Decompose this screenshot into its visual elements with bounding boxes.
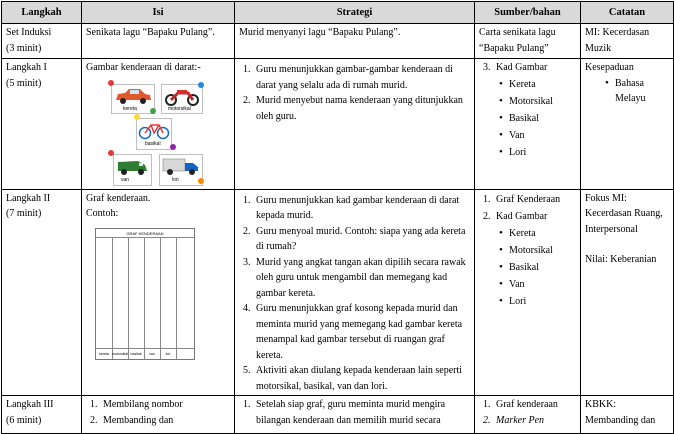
strategi-list (239, 193, 470, 395)
cell-langkah (2, 24, 82, 59)
balloon-icon (150, 108, 156, 114)
strategi-list (239, 62, 470, 124)
balloon-icon (198, 82, 204, 88)
langkah-time: (5 minit) (6, 77, 42, 89)
motorcycle-icon (162, 85, 202, 107)
list-item: 2. Kad Gambar (483, 210, 548, 222)
list-item: • Van (501, 127, 576, 144)
row-langkah-1 (2, 59, 674, 190)
balloon-icon (134, 114, 140, 120)
header-langkah: Langkah (2, 2, 82, 24)
van-icon (114, 155, 151, 177)
list-item: • Kereta (501, 225, 576, 242)
graph-label: van (149, 351, 155, 356)
cell-strategi (235, 396, 475, 434)
catatan-line: KBKK: (585, 399, 617, 410)
list-item: 5. Aktiviti akan diulang kepada kenderaan lain seperti motorsikal, basikal, van dan lori. (243, 365, 463, 392)
list-item: • Van (501, 276, 576, 293)
cell-isi: Senikata lagu “Bapaku Pulang”. (82, 24, 235, 59)
kereta-caption: kereta (123, 105, 137, 112)
list-item: 3. Kad Gambar (483, 62, 548, 73)
cell-strategi: Murid menyanyi lagu “Bapaku Pulang”. (235, 24, 475, 59)
cell-langkah (2, 189, 82, 396)
list-item: 3. Murid yang angkat tangan akan dipilih secara rawak oleh guru untuk mengambil dan memegang kad gambar kereta. (243, 256, 466, 299)
basikal-picture (136, 118, 172, 150)
kad-gambar-list (479, 225, 576, 310)
basikal-caption: basikal (145, 140, 161, 147)
balloon-icon (198, 178, 204, 184)
sumber-list (479, 397, 576, 428)
lori-picture (159, 154, 203, 186)
row-langkah-3 (2, 396, 674, 434)
catatan-line: Membanding dan (585, 414, 656, 426)
lesson-plan-table (1, 1, 674, 434)
langkah-time: (7 minit) (6, 208, 42, 219)
langkah-time: (3 minit) (6, 42, 42, 54)
lori-caption: lori (172, 176, 179, 183)
list-item: 2. Murid menyebut nama kenderaan yang ditunjukkan oleh guru. (243, 95, 463, 122)
motorsikal-picture (161, 84, 203, 114)
list-item: • Motorsikal (501, 93, 576, 110)
cell-catatan (581, 396, 674, 434)
cell-catatan: MI: Kecerdasan Muzik (581, 24, 674, 59)
langkah-title: Langkah I (6, 62, 47, 73)
list-item: 2. Marker Pen (483, 414, 545, 426)
isi-text: Graf kenderaan. (86, 192, 151, 204)
graph-label: lori (165, 351, 171, 356)
cell-catatan (581, 189, 674, 396)
van-picture (113, 154, 152, 186)
catatan-title: Kesepaduan (585, 62, 634, 73)
header-sumber: Sumber/bahan (475, 2, 581, 24)
list-item: 1. Guru menunjukkan gambar-gambar kenderaan di darat yang selalu ada di rumah murid. (243, 64, 453, 91)
cell-isi (82, 396, 235, 434)
langkah-time: (6 minit) (6, 414, 42, 426)
row-langkah-2 (2, 189, 674, 396)
car-icon (112, 85, 154, 107)
list-item: 1. Guru menunjukkan kad gambar kenderaan di darat kepada murid. (243, 194, 460, 221)
list-item: 4. Guru menunjukkan graf kosong kepada murid dan meminta murid yang memegang kad gambar kereta menampal kad gambar tersebut di ruangan graf kereta. (243, 303, 463, 361)
balloon-icon (170, 144, 176, 150)
isi-text: Gambar kenderaan di darat:- (86, 62, 201, 73)
van-caption: van (121, 176, 130, 183)
balloon-icon (108, 150, 114, 156)
langkah-title: Set Induksi (6, 27, 52, 38)
cell-langkah (2, 59, 82, 190)
vehicle-pictures (86, 78, 230, 188)
list-item: • Basikal (501, 110, 576, 127)
header-isi: Isi (82, 2, 235, 24)
list-item: 2. Guru menyoal murid. Contoh: siapa yang ada kereta di rumah? (243, 225, 466, 252)
list-item: • Basikal (501, 259, 576, 276)
list-item: 1. Graf kenderaan (483, 399, 558, 410)
cell-isi (82, 59, 235, 190)
catatan-line: Nilai: Keberanian (585, 254, 657, 265)
list-item: • Lori (501, 293, 576, 310)
list-item: • Bahasa Melayu (607, 76, 669, 107)
catatan-line: Fokus MI: (585, 192, 627, 204)
sumber-list (479, 191, 576, 225)
cell-sumber (475, 59, 581, 190)
header-row (2, 2, 674, 24)
cell-sumber (475, 396, 581, 434)
list-item: • Kereta (501, 76, 576, 93)
catatan-list (585, 76, 669, 107)
graph-label: motorsikal (112, 351, 128, 356)
list-item: 2. Membanding dan (90, 414, 174, 426)
strategi-list (239, 397, 470, 428)
isi-example-label: Contoh: (86, 208, 119, 219)
list-item: 1. Setelah siap graf, guru meminta murid mengira bilangan kenderaan dan memilih murid secara (243, 399, 446, 426)
list-item: • Motorsikal (501, 242, 576, 259)
header-strategi: Strategi (235, 2, 475, 24)
cell-sumber (475, 189, 581, 396)
cell-isi (82, 189, 235, 396)
cell-langkah (2, 396, 82, 434)
list-item: 1. Membilang nombor (90, 399, 183, 410)
langkah-title: Langkah III (6, 399, 54, 410)
truck-icon (160, 155, 202, 177)
motorsikal-caption: motorsikal (168, 105, 191, 112)
graph-title: GRAF KENDERAAN (126, 230, 164, 236)
empty-graph-picture (95, 228, 195, 360)
isi-list (86, 397, 230, 428)
list-item: 1. Graf Kenderaan (483, 193, 561, 205)
sumber-list (479, 60, 576, 76)
cell-catatan (581, 59, 674, 190)
balloon-icon (108, 80, 114, 86)
cell-strategi (235, 189, 475, 396)
bicycle-icon (137, 119, 171, 141)
header-catatan: Catatan (581, 2, 674, 24)
cell-sumber: Carta senikata lagu “Bapaku Pulang” (475, 24, 581, 59)
langkah-title: Langkah II (6, 192, 51, 204)
catatan-line: Kecerdasan Ruang, Interpersonal (585, 208, 663, 235)
cell-strategi (235, 59, 475, 190)
list-item: • Lori (501, 144, 576, 161)
graph-label: kereta (99, 351, 109, 356)
graph-label: basikal (130, 351, 142, 356)
kad-gambar-list (479, 76, 576, 161)
row-set-induksi (2, 24, 674, 59)
kereta-picture (111, 84, 155, 114)
